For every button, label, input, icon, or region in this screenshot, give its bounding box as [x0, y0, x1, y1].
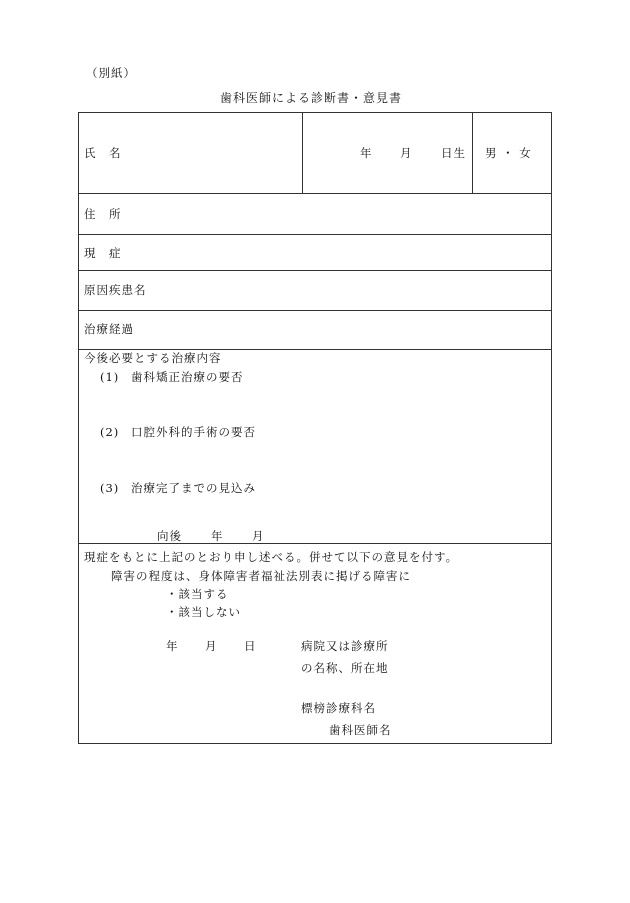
address-label: 住 所: [84, 207, 122, 221]
oral-surgery-item: 口腔外科的手術の要否: [131, 425, 256, 439]
page-title: 歯科医師による診断書・意見書: [220, 91, 403, 105]
name-field[interactable]: [88, 160, 298, 180]
opinion-statement: 現症をもとに上記のとおり申し述べる。併せて以下の意見を付す。: [84, 550, 459, 564]
row-divider: [78, 270, 552, 271]
option-applicable[interactable]: ・該当する: [166, 587, 229, 601]
outlook-month-label: 月: [252, 529, 265, 543]
column-divider: [472, 112, 473, 193]
item-number: (1): [100, 370, 120, 384]
birth-year-label: 年: [360, 146, 373, 160]
date-day-label: 日: [244, 639, 257, 653]
row-divider: [78, 193, 552, 194]
row-divider: [78, 543, 552, 544]
department-label: 標榜診療科名: [301, 701, 376, 715]
birth-month-label: 月: [400, 146, 413, 160]
treatment-history-label: 治療経過: [84, 322, 134, 336]
column-divider: [302, 112, 303, 193]
row-divider: [78, 234, 552, 235]
cause-disease-label: 原因疾患名: [84, 283, 147, 297]
disability-intro: 障害の程度は、身体障害者福祉法別表に掲げる障害に: [111, 569, 411, 583]
attachment-label: （別紙）: [86, 66, 136, 80]
date-month-label: 月: [205, 639, 218, 653]
birth-day-label: 日生: [441, 146, 466, 160]
option-not-applicable[interactable]: ・該当しない: [166, 605, 241, 619]
date-year-label: 年: [166, 639, 179, 653]
completion-outlook-item: 治療完了までの見込み: [131, 481, 256, 495]
current-symptom-label: 現 症: [84, 246, 122, 260]
outlook-year-label: 年: [211, 529, 224, 543]
hospital-label-line2: の名称、所在地: [301, 661, 389, 675]
name-label: 氏 名: [84, 146, 122, 160]
row-divider: [78, 310, 552, 311]
dentist-name-label: 歯科医師名: [329, 723, 392, 737]
orthodontic-treatment-item: 歯科矯正治療の要否: [131, 370, 244, 384]
direction-label: 向後: [157, 529, 182, 543]
hospital-label-line1: 病院又は診療所: [301, 639, 389, 653]
future-treatment-heading: 今後必要とする治療内容: [84, 351, 222, 365]
item-number: (2): [100, 425, 120, 439]
row-divider: [78, 349, 552, 350]
sex-options[interactable]: 男 ・ 女: [485, 146, 532, 160]
item-number: (3): [100, 481, 120, 495]
